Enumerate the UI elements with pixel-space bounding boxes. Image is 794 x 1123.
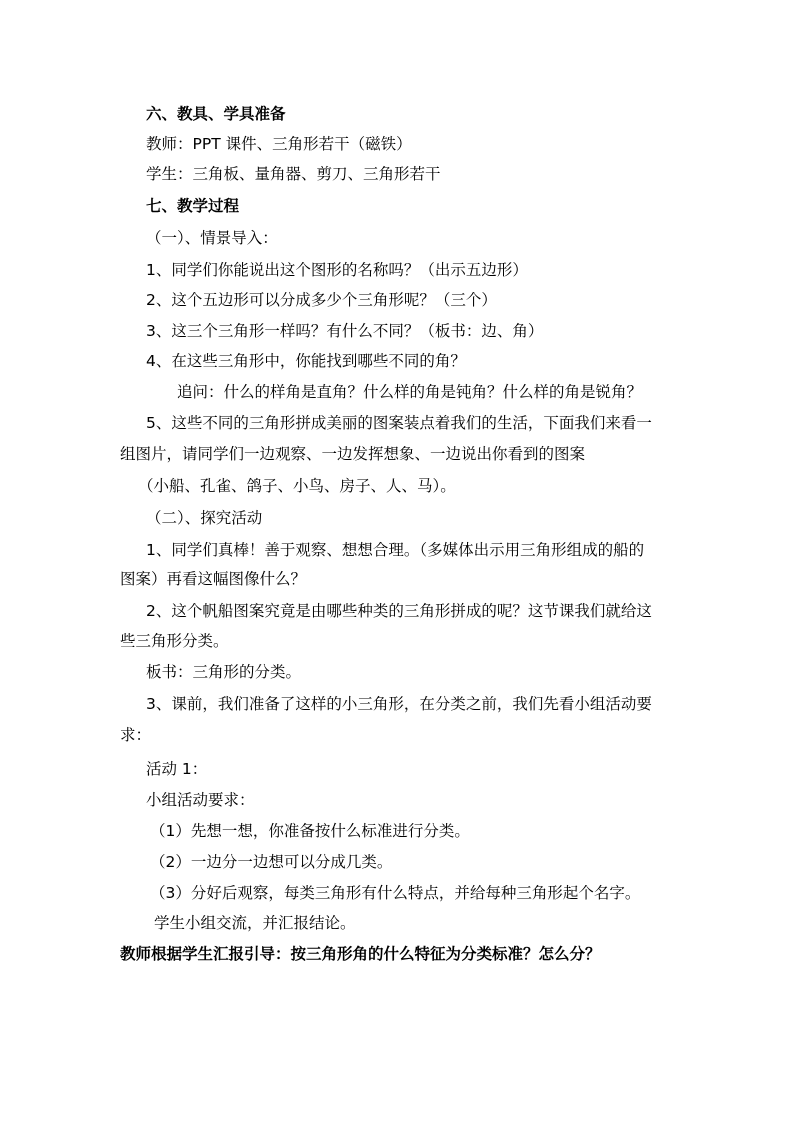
- intro-question-5-line-1: 5、这些不同的三角形拼成美丽的图案装点着我们的生活，下面我们来看一: [146, 414, 652, 432]
- requirement-2: （2）一边分一边想可以分成几类。: [150, 853, 393, 871]
- student-exchange-line: 学生小组交流，并汇报结论。: [154, 914, 356, 932]
- intro-question-1: 1、同学们你能说出这个图形的名称吗？（出示五边形）: [146, 261, 528, 279]
- explore-item-3-line-1: 3、课前，我们准备了这样的小三角形，在分类之前，我们先看小组活动要: [146, 695, 652, 713]
- intro-question-3: 3、这三个三角形一样吗？有什么不同？（板书：边、角）: [146, 322, 544, 340]
- follow-up-question: 追问：什么的样角是直角？什么样的角是钝角？什么样的角是锐角？: [177, 383, 643, 401]
- section-intro-heading: （一）、情景导入：: [146, 229, 278, 247]
- heading-teaching-materials: 六、教具、学具准备: [146, 105, 286, 123]
- explore-item-3-line-2: 求：: [120, 726, 152, 744]
- activity-label: 活动 1：: [146, 760, 208, 778]
- heading-teaching-process: 七、教学过程: [146, 197, 240, 215]
- requirement-3: （3）分好后观察，每类三角形有什么特点，并给每种三角形起个名字。: [150, 884, 641, 902]
- teacher-guidance-line: 教师根据学生汇报引导：按三角形角的什么特征为分类标准？怎么分？: [120, 945, 601, 963]
- explore-item-1-line-2: 图案）再看这幅图像什么？: [120, 570, 307, 588]
- explore-item-2-line-1: 2、这个帆船图案究竟是由哪些种类的三角形拼成的呢？这节课我们就给这: [146, 602, 652, 620]
- board-writing-line: 板书：三角形的分类。: [146, 663, 302, 681]
- group-requirements-label: 小组活动要求：: [146, 791, 255, 809]
- requirement-1: （1）先想一想，你准备按什么标准进行分类。: [150, 822, 470, 840]
- intro-question-5-line-3: （小船、孔雀、鸽子、小鸟、房子、人、马）。: [138, 477, 456, 495]
- intro-question-2: 2、这个五边形可以分成多少个三角形呢？（三个）: [146, 291, 497, 309]
- explore-item-1-line-1: 1、同学们真棒！善于观察、想想合理。（多媒体出示用三角形组成的船的: [146, 541, 645, 559]
- teacher-materials-line: 教师：PPT 课件、三角形若干（磁铁）: [146, 135, 412, 153]
- student-materials-line: 学生：三角板、量角器、剪刀、三角形若干: [146, 165, 441, 183]
- intro-question-4: 4、在这些三角形中，你能找到哪些不同的角？: [146, 352, 466, 370]
- intro-question-5-line-2: 组图片，请同学们一边观察、一边发挥想象、一边说出你看到的图案: [120, 445, 586, 463]
- section-explore-heading: （二）、探究活动: [146, 509, 263, 527]
- explore-item-2-line-2: 些三角形分类。: [120, 632, 229, 650]
